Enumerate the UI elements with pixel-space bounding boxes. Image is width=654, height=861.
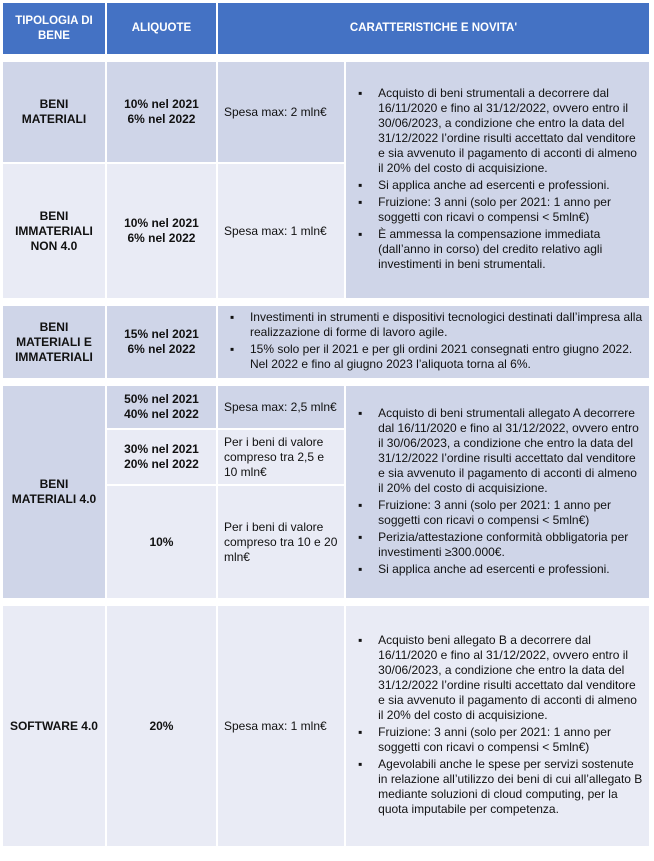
- spend-cell: Spesa max: 1 mln€: [218, 606, 344, 846]
- category-cell: BENI MATERIALI E IMMATERIALI: [3, 306, 105, 378]
- note-item: ▪ Perizia/attestazione conformità obbligatoria per investimenti ≥300.000€.: [374, 530, 643, 560]
- rate-cell: 10% nel 2021 6% nel 2022: [107, 62, 216, 162]
- notes-cell: [346, 386, 649, 598]
- row-materiali-40-tier1: [3, 386, 649, 428]
- spend-cell: Per i beni di valore compreso tra 2,5 e 10 mln€: [218, 430, 344, 484]
- row-lavoro-agile: [3, 306, 649, 378]
- notes-list: [352, 86, 643, 272]
- spend-cell: Per i beni di valore compreso tra 10 e 20 mln€: [218, 486, 344, 598]
- header-row: [3, 3, 649, 54]
- rate-cell: 10% nel 2021 6% nel 2022: [107, 164, 216, 298]
- note-item: ▪ Acquisto di beni strumentali allegato A decorrere dal 16/11/2020 e fino al 31/12/2022, ovvero entro il 30/06/2023, a condizione che entro la data del 31/12/2022 l’ordine risulti accettato dal venditore e sia avvenuto il pagamento di acconti di almeno il 20% del costo di acquisizione.: [374, 406, 643, 496]
- category-cell: BENI MATERIALI: [3, 62, 105, 162]
- note-item: ▪ Agevolabili anche le spese per servizi sostenute in relazione all’utilizzo dei beni di cui all’allegato B mediante soluzioni di cloud computing, per la quota imputabile per competenza.: [374, 757, 643, 817]
- category-cell: BENI MATERIALI 4.0: [3, 386, 105, 598]
- header-aliquote: ALIQUOTE: [107, 3, 216, 54]
- note-item: ▪ Fruizione: 3 anni (solo per 2021: 1 anno per soggetti con ricavi o compensi < 5mln€): [374, 725, 643, 755]
- note-item: ▪ Si applica anche ad esercenti e professioni.: [374, 178, 643, 193]
- note-item: ▪ 15% solo per il 2021 e per gli ordini 2021 consegnati entro giugno 2022. Nel 2022 e fino al giugno 2023 l’aliquota torna al 6%.: [246, 342, 643, 372]
- notes-list: [224, 310, 643, 372]
- rate-cell: 50% nel 2021 40% nel 2022: [107, 386, 216, 428]
- notes-list: [352, 633, 643, 817]
- notes-cell: [346, 62, 649, 298]
- category-cell: BENI IMMATERIALI NON 4.0: [3, 164, 105, 298]
- category-cell: SOFTWARE 4.0: [3, 606, 105, 846]
- row-beni-materiali: [3, 62, 649, 162]
- notes-cell: [346, 606, 649, 846]
- note-item: ▪ È ammessa la compensazione immediata (dall’anno in corso) del credito relativo agli investimenti in beni strumentali.: [374, 227, 643, 272]
- notes-list: [352, 406, 643, 577]
- rate-cell: 20%: [107, 606, 216, 846]
- note-item: ▪ Acquisto di beni strumentali a decorrere dal 16/11/2020 e fino al 31/12/2022, ovvero entro il 30/06/2023, a condizione che entro la data del 31/12/2022 l’ordine risulti accettato dal venditore e sia avvenuto il pagamento di acconti di almeno il 20% del costo di acquisizione.: [374, 86, 643, 176]
- spend-cell: Spesa max: 2,5 mln€: [218, 386, 344, 428]
- note-item: ▪ Fruizione: 3 anni (solo per 2021: 1 anno per soggetti con ricavi o compensi < 5mln€): [374, 498, 643, 528]
- notes-cell: [218, 306, 649, 378]
- note-item: ▪ Investimenti in strumenti e dispositivi tecnologici destinati dall’impresa alla realizzazione di forme di lavoro agile.: [246, 310, 643, 340]
- rate-cell: 30% nel 2021 20% nel 2022: [107, 430, 216, 484]
- note-item: ▪ Acquisto beni allegato B a decorrere dal 16/11/2020 e fino al 31/12/2022, ovvero entro il 30/06/2023, a condizione che entro la data del 31/12/2022 l’ordine risulti accettato dal venditore e sia avvenuto il pagamento di acconti di almeno il 20% del costo di acquisizione.: [374, 633, 643, 723]
- note-item: ▪ Fruizione: 3 anni (solo per 2021: 1 anno per soggetti con ricavi o compensi < 5mln€): [374, 195, 643, 225]
- spend-cell: Spesa max: 1 mln€: [218, 164, 344, 298]
- header-tipologia: TIPOLOGIA DI BENE: [3, 3, 105, 54]
- rate-cell: 10%: [107, 486, 216, 598]
- tax-credit-table: [1, 1, 651, 848]
- note-item: ▪ Si applica anche ad esercenti e professioni.: [374, 562, 643, 577]
- rate-cell: 15% nel 2021 6% nel 2022: [107, 306, 216, 378]
- row-software-40: [3, 606, 649, 846]
- header-caratteristiche: CARATTERISTICHE E NOVITA': [218, 3, 649, 54]
- spend-cell: Spesa max: 2 mln€: [218, 62, 344, 162]
